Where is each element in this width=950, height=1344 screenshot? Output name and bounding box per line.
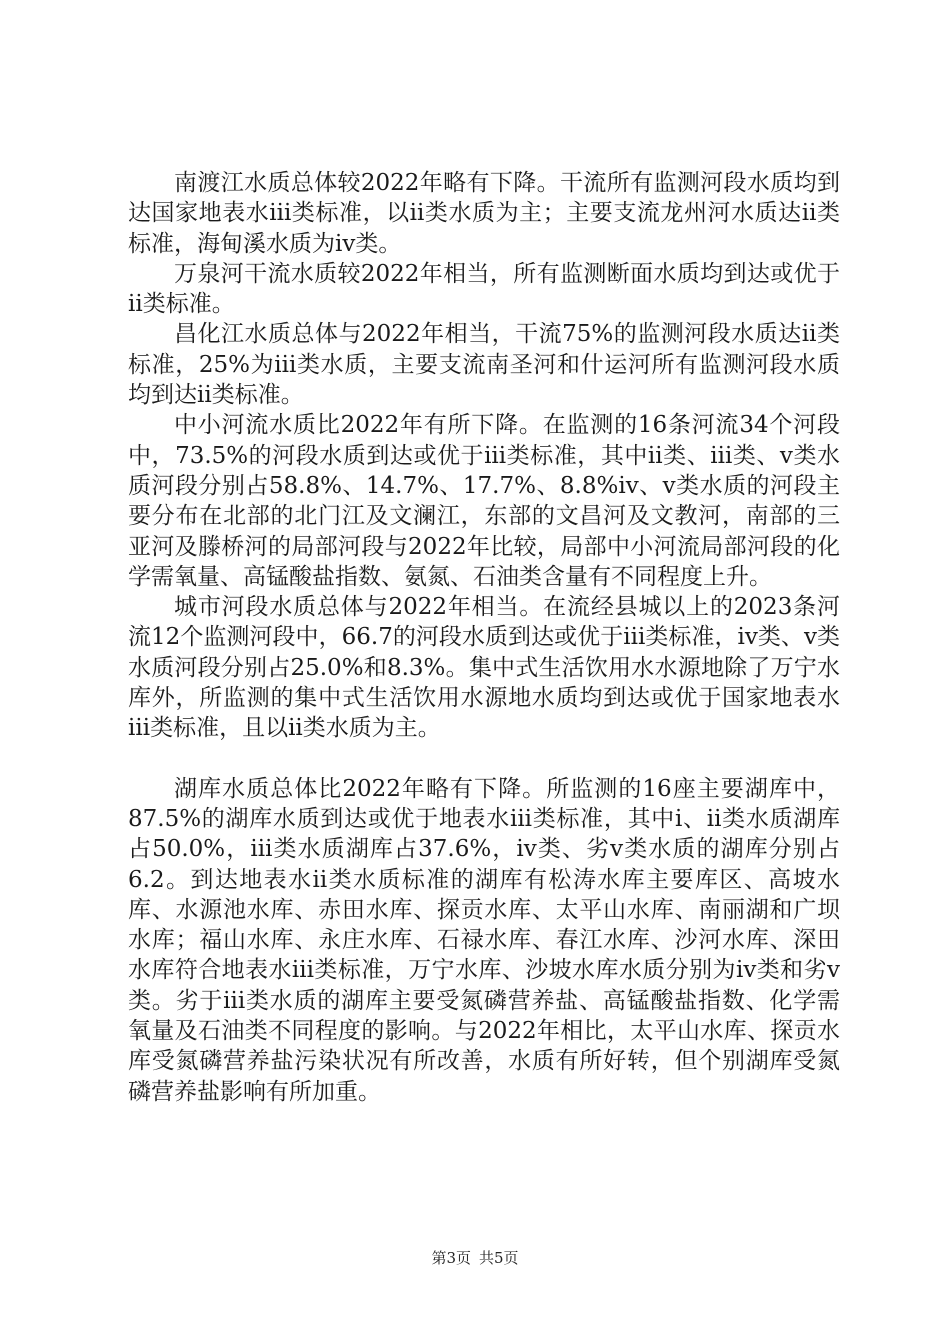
page-footer [0,1247,950,1268]
page-total: 共5页 [479,1249,519,1267]
paragraph-nandu-river: 南渡江水质总体较2022年略有下降。干流所有监测河段水质均到达国家地表水iii类标准，以ii类水质为主；主要支流龙州河水质达ii类标准，海甸溪水质为iv类。 [128,170,840,257]
paragraph-urban-rivers: 城市河段水质总体与2022年相当。在流经县城以上的2023条河流12个监测河段中，66.7的河段水质到达或优于iii类标准，iv类、v类水质河段分别占25.0%和8.3%。集中式生活饮用水水源地除了万宁水库外，所监测的集中式生活饮用水源地水质均到达或优于国家地表水iii类标准，且以ii类水质为主。 [128,594,840,742]
paragraph-changhua-river: 昌化江水质总体与2022年相当，干流75%的监测河段水质达ii类标准，25%为iii类水质，主要支流南圣河和什运河所有监测河段水质均到达ii类标准。 [128,321,840,409]
paragraph-small-rivers: 中小河流水质比2022年有所下降。在监测的16条河流34个河段中，73.5%的河段水质到达或优于iii类标准，其中ii类、iii类、v类水质河段分别占58.8%、14.7%、17.7%、8.8%iv、v类水质的河段主要分布在北部的北门江及文澜江，东部的文昌河及文教河，南部的三亚河及滕桥河的局部河段与2022年比较，局部中小河流局部河段的化学需氧量、高锰酸盐指数、氨氮、石油类含量有不同程度上升。 [128,412,840,590]
section-gap [128,744,840,774]
document-body [128,168,840,1107]
page-number: 第3页 [431,1249,471,1267]
paragraph-wanquan-river: 万泉河干流水质较2022年相当，所有监测断面水质均到达或优于ii类标准。 [128,260,840,318]
paragraph-lakes-reservoirs: 湖库水质总体比2022年略有下降。所监测的16座主要湖库中，87.5%的湖库水质到达或优于地表水iii类标准，其中i、ii类水质湖库占50.0%，iii类水质湖库占37.6%，iv类、劣v类水质的湖库分别占6.2。到达地表水ii类水质标准的湖库有松涛水库主要库区、高坡水库、水源池水库、赤田水库、探贡水库、太平山水库、南丽湖和广坝水库；福山水库、永庄水库、石禄水库、春江水库、沙河水库、深田水库符合地表水iii类标准，万宁水库、沙坡水库水质分别为iv类和劣v类。劣于iii类水质的湖库主要受氮磷营养盐、高锰酸盐指数、化学需氧量及石油类不同程度的影响。与2022年相比，太平山水库、探贡水库受氮磷营养盐污染状况有所改善，水质有所好转，但个别湖库受氮磷营养盐影响有所加重。 [128,775,840,1105]
